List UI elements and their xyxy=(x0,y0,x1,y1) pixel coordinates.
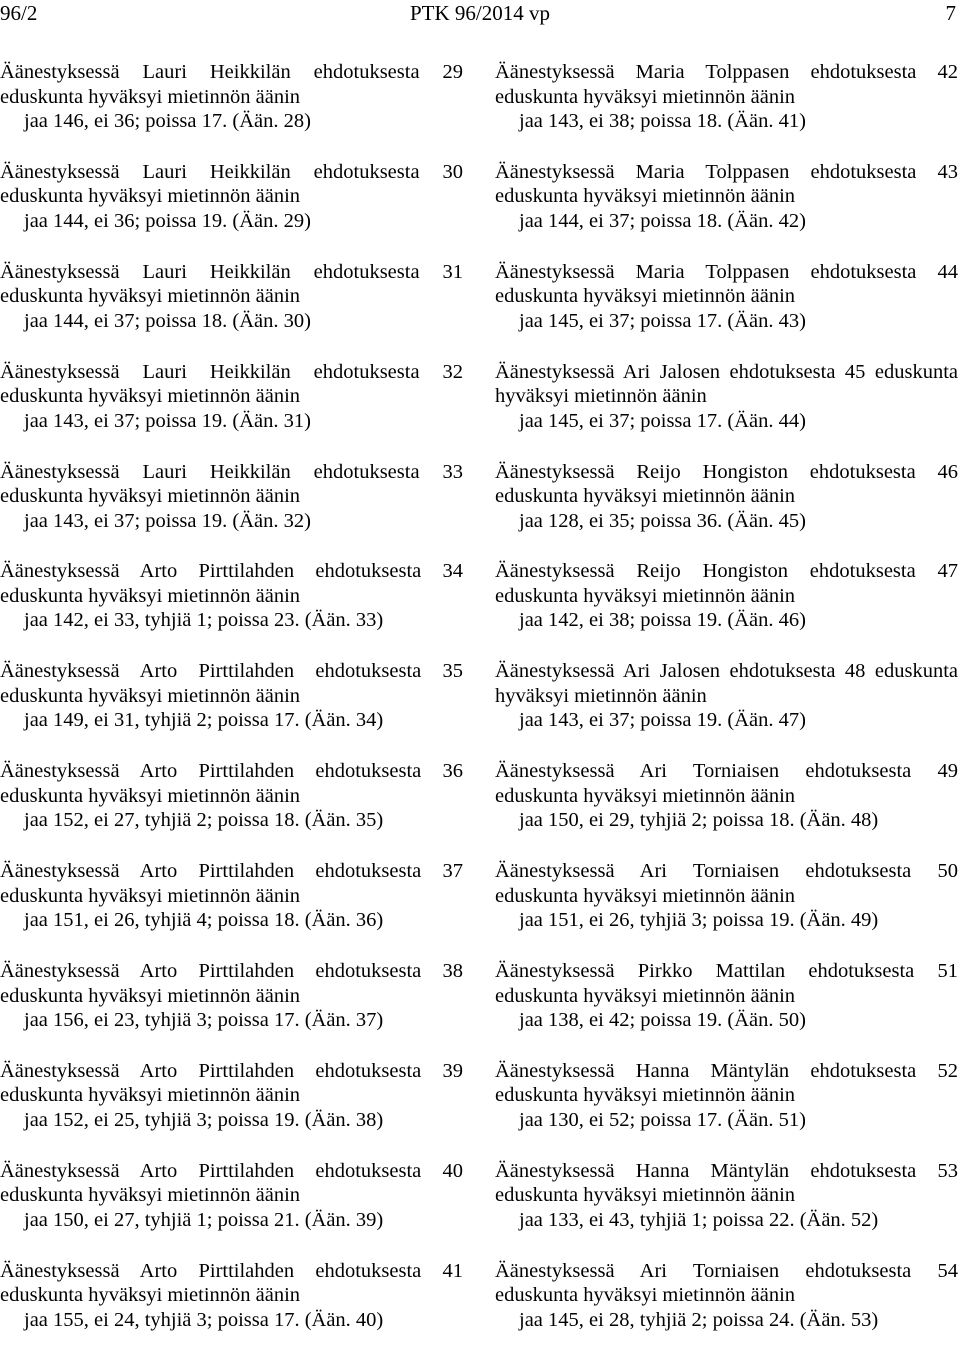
vote-text: Äänestyksessä Reijo Hongiston ehdotuksesta 46 eduskunta hyväksyi mietinnön äänin xyxy=(495,460,958,508)
vote-result: jaa 152, ei 25, tyhjiä 3; poissa 19. (Ään. 38) xyxy=(24,1108,384,1131)
vote-text: Äänestyksessä Arto Pirttilahden ehdotuksesta 41 eduskunta hyväksyi mietinnön äänin xyxy=(0,1259,463,1307)
vote-entry xyxy=(495,60,958,160)
vote-text: Äänestyksessä Maria Tolppasen ehdotuksesta 43 eduskunta hyväksyi mietinnön äänin xyxy=(495,160,958,208)
vote-result: jaa 143, ei 37; poissa 19. (Ään. 31) xyxy=(24,409,311,432)
vote-entry xyxy=(0,1159,463,1259)
vote-entry xyxy=(495,260,958,360)
page-header xyxy=(0,0,960,30)
document-title: PTK 96/2014 vp xyxy=(409,1,550,25)
vote-result: jaa 142, ei 33, tyhjiä 1; poissa 23. (Ään. 33) xyxy=(24,609,384,632)
vote-entry xyxy=(0,160,463,260)
vote-text: Äänestyksessä Arto Pirttilahden ehdotuksesta 36 eduskunta hyväksyi mietinnön äänin xyxy=(0,760,463,807)
vote-entry xyxy=(495,859,958,959)
vote-result: jaa 144, ei 36; poissa 19. (Ään. 29) xyxy=(24,209,311,232)
vote-result: jaa 155, ei 24, tyhjiä 3; poissa 17. (Ään. 40) xyxy=(24,1308,384,1331)
vote-text: Äänestyksessä Maria Tolppasen ehdotuksesta 42 eduskunta hyväksyi mietinnön äänin xyxy=(495,61,958,108)
vote-result: jaa 142, ei 38; poissa 19. (Ään. 46) xyxy=(519,609,806,632)
vote-text: Äänestyksessä Lauri Heikkilän ehdotuksesta 33 eduskunta hyväksyi mietinnön äänin xyxy=(0,460,463,508)
vote-entry xyxy=(495,1259,958,1359)
vote-entry xyxy=(0,460,463,560)
vote-text: Äänestyksessä Ari Torniaisen ehdotuksesta 54 eduskunta hyväksyi mietinnön äänin xyxy=(495,1259,958,1307)
vote-result: jaa 156, ei 23, tyhjiä 3; poissa 17. (Ään. 37) xyxy=(24,1009,384,1032)
vote-entry xyxy=(0,260,463,360)
vote-result: jaa 143, ei 37; poissa 19. (Ään. 32) xyxy=(24,509,311,532)
vote-entry xyxy=(495,759,958,859)
vote-entry xyxy=(0,659,463,759)
vote-result: jaa 149, ei 31, tyhjiä 2; poissa 17. (Ään. 34) xyxy=(24,709,384,732)
vote-result: jaa 150, ei 29, tyhjiä 2; poissa 18. (Ään. 48) xyxy=(519,809,879,832)
vote-result: jaa 144, ei 37; poissa 18. (Ään. 30) xyxy=(24,309,311,332)
vote-text: Äänestyksessä Arto Pirttilahden ehdotuksesta 38 eduskunta hyväksyi mietinnön äänin xyxy=(0,960,463,1007)
vote-text: Äänestyksessä Arto Pirttilahden ehdotuksesta 39 eduskunta hyväksyi mietinnön äänin xyxy=(0,1059,463,1107)
vote-entry xyxy=(0,859,463,959)
vote-text: Äänestyksessä Lauri Heikkilän ehdotuksesta 30 eduskunta hyväksyi mietinnön äänin xyxy=(0,160,463,208)
vote-text: Äänestyksessä Ari Torniaisen ehdotuksesta 50 eduskunta hyväksyi mietinnön äänin xyxy=(495,860,958,907)
vote-entry xyxy=(0,60,463,160)
vote-result: jaa 143, ei 37; poissa 19. (Ään. 47) xyxy=(519,709,806,732)
vote-text: Äänestyksessä Hanna Mäntylän ehdotuksesta 52 eduskunta hyväksyi mietinnön äänin xyxy=(495,1059,958,1107)
vote-entry xyxy=(0,759,463,859)
vote-entry xyxy=(0,360,463,460)
vote-text: Äänestyksessä Reijo Hongiston ehdotuksesta 47 eduskunta hyväksyi mietinnön äänin xyxy=(495,560,958,607)
vote-entry xyxy=(0,559,463,659)
vote-text: Äänestyksessä Arto Pirttilahden ehdotuksesta 34 eduskunta hyväksyi mietinnön äänin xyxy=(0,560,463,607)
vote-result: jaa 146, ei 36; poissa 17. (Ään. 28) xyxy=(24,110,311,132)
vote-result: jaa 152, ei 27, tyhjiä 2; poissa 18. (Ään. 35) xyxy=(24,809,384,832)
vote-result: jaa 144, ei 37; poissa 18. (Ään. 42) xyxy=(519,209,806,232)
left-column xyxy=(0,60,463,1359)
right-column xyxy=(495,60,958,1359)
vote-entry xyxy=(495,1059,958,1159)
vote-entry xyxy=(495,959,958,1059)
vote-entry xyxy=(495,160,958,260)
vote-entry xyxy=(495,659,958,759)
vote-result: jaa 150, ei 27, tyhjiä 1; poissa 21. (Ään. 39) xyxy=(24,1208,384,1231)
vote-text: Äänestyksessä Ari Jalosen ehdotuksesta 48 eduskunta hyväksyi mietinnön äänin xyxy=(495,660,958,707)
vote-result: jaa 133, ei 43, tyhjiä 1; poissa 22. (Ään. 52) xyxy=(519,1208,879,1231)
vote-result: jaa 145, ei 37; poissa 17. (Ään. 43) xyxy=(519,309,806,332)
vote-result: jaa 151, ei 26, tyhjiä 3; poissa 19. (Ään. 49) xyxy=(519,909,879,932)
page-number-left: 96/2 xyxy=(0,1,38,25)
vote-entry xyxy=(495,360,958,460)
vote-text: Äänestyksessä Maria Tolppasen ehdotuksesta 44 eduskunta hyväksyi mietinnön äänin xyxy=(495,260,958,308)
vote-text: Äänestyksessä Arto Pirttilahden ehdotuksesta 40 eduskunta hyväksyi mietinnön äänin xyxy=(0,1159,463,1207)
vote-entry xyxy=(0,959,463,1059)
page-number-right: 7 xyxy=(945,1,956,25)
vote-entry xyxy=(0,1259,463,1359)
vote-text: Äänestyksessä Lauri Heikkilän ehdotuksesta 29 eduskunta hyväksyi mietinnön äänin xyxy=(0,61,463,108)
vote-result: jaa 145, ei 37; poissa 17. (Ään. 44) xyxy=(519,409,806,432)
vote-text: Äänestyksessä Ari Jalosen ehdotuksesta 45 eduskunta hyväksyi mietinnön äänin xyxy=(495,360,958,408)
vote-text: Äänestyksessä Hanna Mäntylän ehdotuksesta 53 eduskunta hyväksyi mietinnön äänin xyxy=(495,1159,958,1207)
vote-entry xyxy=(495,1159,958,1259)
vote-result: jaa 128, ei 35; poissa 36. (Ään. 45) xyxy=(519,509,806,532)
vote-entry xyxy=(0,1059,463,1159)
vote-result: jaa 130, ei 52; poissa 17. (Ään. 51) xyxy=(519,1108,806,1131)
vote-text: Äänestyksessä Arto Pirttilahden ehdotuksesta 37 eduskunta hyväksyi mietinnön äänin xyxy=(0,860,463,907)
vote-text: Äänestyksessä Pirkko Mattilan ehdotuksesta 51 eduskunta hyväksyi mietinnön äänin xyxy=(495,960,958,1007)
vote-result: jaa 138, ei 42; poissa 19. (Ään. 50) xyxy=(519,1009,806,1032)
vote-text: Äänestyksessä Ari Torniaisen ehdotuksesta 49 eduskunta hyväksyi mietinnön äänin xyxy=(495,760,958,807)
vote-text: Äänestyksessä Lauri Heikkilän ehdotuksesta 32 eduskunta hyväksyi mietinnön äänin xyxy=(0,360,463,408)
vote-entry xyxy=(495,460,958,560)
vote-entry xyxy=(495,559,958,659)
vote-result: jaa 145, ei 28, tyhjiä 2; poissa 24. (Ään. 53) xyxy=(519,1308,879,1331)
vote-result: jaa 151, ei 26, tyhjiä 4; poissa 18. (Ään. 36) xyxy=(24,909,384,932)
vote-text: Äänestyksessä Lauri Heikkilän ehdotuksesta 31 eduskunta hyväksyi mietinnön äänin xyxy=(0,260,463,308)
vote-result: jaa 143, ei 38; poissa 18. (Ään. 41) xyxy=(519,110,806,132)
vote-text: Äänestyksessä Arto Pirttilahden ehdotuksesta 35 eduskunta hyväksyi mietinnön äänin xyxy=(0,660,463,707)
